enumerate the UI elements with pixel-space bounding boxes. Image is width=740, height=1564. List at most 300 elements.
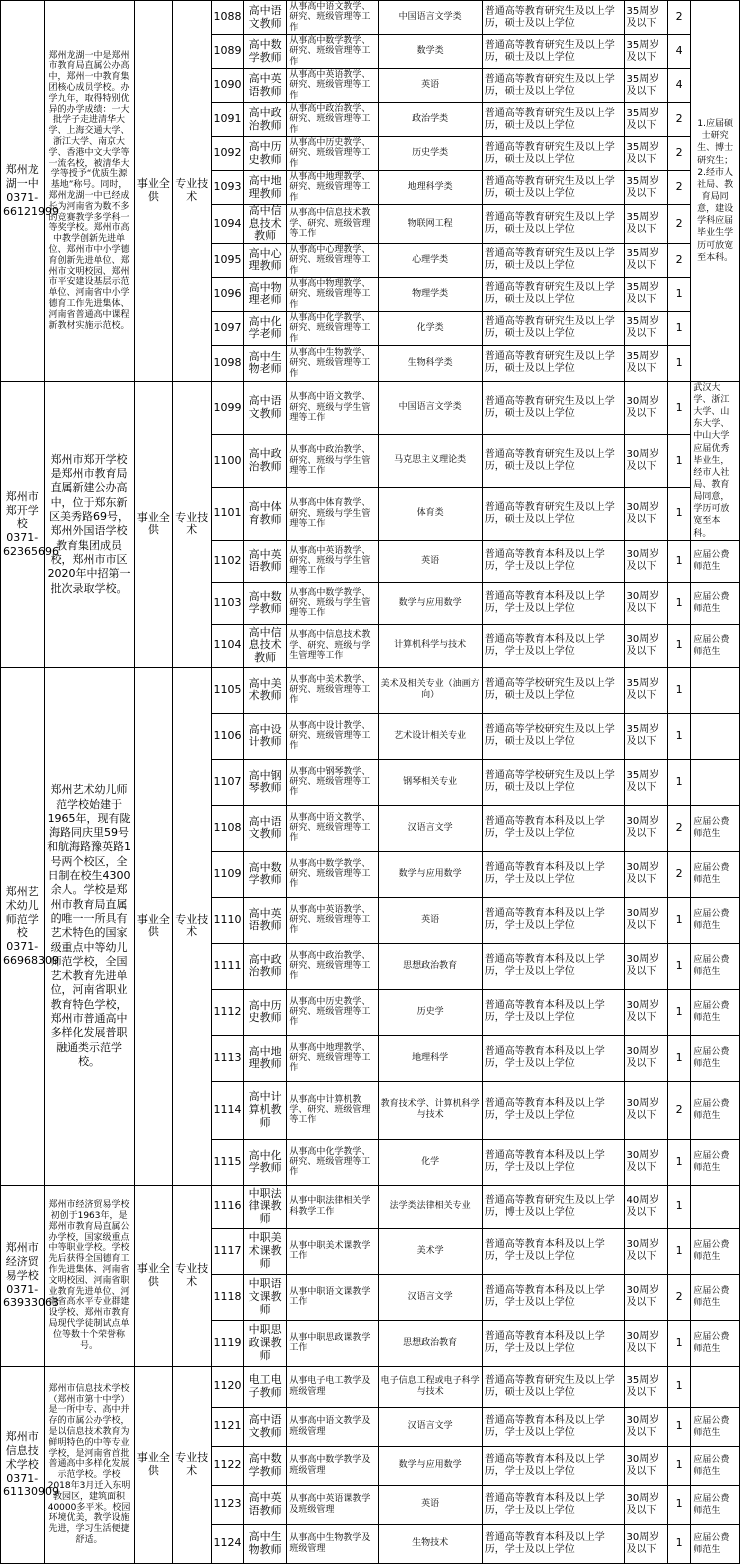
age-requirement: 30周岁及以下 bbox=[624, 1139, 668, 1185]
post-duty: 从事高中英语教学、研究、班级与学生管理等工作 bbox=[287, 540, 378, 582]
remark: 应届公费师范生 bbox=[691, 624, 740, 667]
post-code: 1101 bbox=[211, 487, 243, 540]
age-requirement: 30周岁及以下 bbox=[624, 1228, 668, 1274]
post-name: 高中语文教师 bbox=[243, 1, 287, 35]
post-name: 高中生物老师 bbox=[243, 345, 287, 381]
post-duty: 从事高中信息技术教学、研究、班级管理等工作 bbox=[287, 205, 378, 244]
post-duty: 从事高中生物教学、研究、班级管理等工作 bbox=[287, 345, 378, 381]
post-duty: 从事高中化学教学、研究、班级管理等工作 bbox=[287, 1139, 378, 1185]
remark: 应届公费师范生 bbox=[691, 1274, 740, 1320]
major-requirement: 历史学 bbox=[378, 989, 482, 1035]
post-code: 1096 bbox=[211, 277, 243, 311]
post-duty: 从事高中信息技术教学、研究、班级与学生管理等工作 bbox=[287, 624, 378, 667]
post-name: 电工电子教师 bbox=[243, 1366, 287, 1407]
post-duty: 从事高中语文教学、研究、班级管理等工作 bbox=[287, 805, 378, 851]
education-requirement: 普通高等教育本科及以上学历，学士及以上学位 bbox=[482, 624, 624, 667]
post-duty: 从事高中数学教学、研究、班级与学生管理等工作 bbox=[287, 582, 378, 624]
education-requirement: 普通高等教育本科及以上学历，学士及以上学位 bbox=[482, 805, 624, 851]
post-code: 1098 bbox=[211, 345, 243, 381]
remark bbox=[691, 1366, 740, 1407]
age-requirement: 30周岁及以下 bbox=[624, 1485, 668, 1524]
post-code: 1124 bbox=[211, 1524, 243, 1563]
hiring-count: 1 bbox=[668, 897, 691, 943]
post-code: 1091 bbox=[211, 103, 243, 137]
post-duty: 从事高中体育教学、研究、班级与学生管理等工作 bbox=[287, 487, 378, 540]
major-requirement: 体育类 bbox=[378, 487, 482, 540]
remark: 应届公费师范生 bbox=[691, 989, 740, 1035]
education-requirement: 普通高等学校研究生及以上学历，硕士及以上学位 bbox=[482, 759, 624, 805]
hiring-count: 2 bbox=[668, 1274, 691, 1320]
major-requirement: 马克思主义理论类 bbox=[378, 434, 482, 487]
post-duty: 从事高中设计教学、研究、班级管理等工作 bbox=[287, 713, 378, 759]
education-requirement: 普通高等教育研究生及以上学历，硕士及以上学位 bbox=[482, 1366, 624, 1407]
age-requirement: 30周岁及以下 bbox=[624, 943, 668, 989]
unit-name: 郑州市郑开学校0371-62365696 bbox=[1, 381, 45, 667]
hiring-count: 1 bbox=[668, 1320, 691, 1366]
hiring-count: 2 bbox=[668, 1081, 691, 1139]
unit-name: 郑州市经济贸易学校0371-63933063 bbox=[1, 1185, 45, 1366]
post-duty: 从事高中政治教学、研究、班级管理等工作 bbox=[287, 943, 378, 989]
unit-description: 郑州市信息技术学校（郑州市第十中学）是一所中专、高中并存的市属公办学校，是以信息技术教育为鲜明特色的中等专业学校，是河南省首批普通高中多样化发展示范学校。学校2018年3月迁入东明教园区，建筑面积40000多平米。校园环境优美，教学设施先进，学习生活便捷舒适。 bbox=[44, 1366, 134, 1563]
age-requirement: 35周岁及以下 bbox=[624, 667, 668, 713]
hiring-count: 1 bbox=[668, 1185, 691, 1228]
unit-nature: 事业全供 bbox=[134, 667, 172, 1185]
post-code: 1121 bbox=[211, 1407, 243, 1446]
post-code: 1093 bbox=[211, 171, 243, 205]
major-requirement: 历史学类 bbox=[378, 137, 482, 171]
age-requirement: 30周岁及以下 bbox=[624, 805, 668, 851]
unit-nature: 事业全供 bbox=[134, 1366, 172, 1563]
education-requirement: 普通高等教育本科及以上学历，学士及以上学位 bbox=[482, 540, 624, 582]
hiring-count: 2 bbox=[668, 243, 691, 277]
hiring-count: 2 bbox=[668, 103, 691, 137]
post-code: 1107 bbox=[211, 759, 243, 805]
post-name: 中职美术课教师 bbox=[243, 1228, 287, 1274]
post-duty: 从事中职美术课教学工作 bbox=[287, 1228, 378, 1274]
hiring-count: 1 bbox=[668, 713, 691, 759]
major-requirement: 数学类 bbox=[378, 35, 482, 69]
education-requirement: 普通高等教育本科及以上学历，学士及以上学位 bbox=[482, 1407, 624, 1446]
remark: 应届公费师范生 bbox=[691, 805, 740, 851]
remark: 应届公费师范生 bbox=[691, 1485, 740, 1524]
age-requirement: 30周岁及以下 bbox=[624, 624, 668, 667]
post-duty: 从事高中化学教学、研究、班级管理等工作 bbox=[287, 311, 378, 345]
post-code: 1103 bbox=[211, 582, 243, 624]
post-name: 高中体育教师 bbox=[243, 487, 287, 540]
education-requirement: 普通高等教育研究生及以上学历，硕士及以上学位 bbox=[482, 434, 624, 487]
remark: 应届公费师范生 bbox=[691, 897, 740, 943]
remark: 应届公费师范生 bbox=[691, 943, 740, 989]
major-requirement: 计算机科学与技术 bbox=[378, 624, 482, 667]
post-duty: 从事高中数学教学、研究、班级管理等工作 bbox=[287, 35, 378, 69]
age-requirement: 35周岁及以下 bbox=[624, 345, 668, 381]
hiring-count: 1 bbox=[668, 381, 691, 434]
hiring-count: 1 bbox=[668, 311, 691, 345]
hiring-count: 1 bbox=[668, 582, 691, 624]
education-requirement: 普通高等教育本科及以上学历，学士及以上学位 bbox=[482, 582, 624, 624]
post-duty: 从事高中英语课教学及班级管理 bbox=[287, 1485, 378, 1524]
post-name: 高中信息技术教师 bbox=[243, 205, 287, 244]
major-requirement: 美术及相关专业（油画方向） bbox=[378, 667, 482, 713]
table-row bbox=[1, 667, 740, 713]
hiring-count: 2 bbox=[668, 1, 691, 35]
post-name: 高中语文教师 bbox=[243, 1407, 287, 1446]
unit-nature: 事业全供 bbox=[134, 1185, 172, 1366]
age-requirement: 35周岁及以下 bbox=[624, 35, 668, 69]
post-code: 1100 bbox=[211, 434, 243, 487]
education-requirement: 普通高等教育本科及以上学历，学士及以上学位 bbox=[482, 1035, 624, 1081]
major-requirement: 法学类法律相关专业 bbox=[378, 1185, 482, 1228]
education-requirement: 普通高等教育本科及以上学历，学士及以上学位 bbox=[482, 897, 624, 943]
post-code: 1090 bbox=[211, 69, 243, 103]
education-requirement: 普通高等教育本科及以上学历，学士及以上学位 bbox=[482, 851, 624, 897]
post-name: 高中心理教师 bbox=[243, 243, 287, 277]
post-code: 1117 bbox=[211, 1228, 243, 1274]
education-requirement: 普通高等教育研究生及以上学历，硕士及以上学位 bbox=[482, 205, 624, 244]
hiring-count: 1 bbox=[668, 487, 691, 540]
hiring-count: 1 bbox=[668, 1139, 691, 1185]
post-name: 高中计算机教师 bbox=[243, 1081, 287, 1139]
post-duty: 从事高中政治教学、研究、班级管理等工作 bbox=[287, 103, 378, 137]
unit-nature: 事业全供 bbox=[134, 381, 172, 667]
post-name: 高中英语教师 bbox=[243, 540, 287, 582]
major-requirement: 教育技术学、计算机科学与技术 bbox=[378, 1081, 482, 1139]
age-requirement: 30周岁及以下 bbox=[624, 487, 668, 540]
post-code: 1089 bbox=[211, 35, 243, 69]
post-duty: 从事中职语文课教学工作 bbox=[287, 1274, 378, 1320]
remark: 1.应届硕士研究生、博士研究生；2.经市人社局、教育局同意，建设学科应届毕业生学历可放宽至本科。 bbox=[691, 1, 740, 382]
unit-name: 郑州龙湖一中0371-66121999 bbox=[1, 1, 45, 382]
major-requirement: 数学与应用数学 bbox=[378, 851, 482, 897]
major-requirement: 思想政治教育 bbox=[378, 1320, 482, 1366]
hiring-count: 1 bbox=[668, 540, 691, 582]
education-requirement: 普通高等教育研究生及以上学历，硕士及以上学位 bbox=[482, 311, 624, 345]
major-requirement: 化学 bbox=[378, 1139, 482, 1185]
education-requirement: 普通高等教育研究生及以上学历，硕士及以上学位 bbox=[482, 171, 624, 205]
post-duty: 从事高中数学教学及班级管理 bbox=[287, 1446, 378, 1485]
table-row bbox=[1, 1185, 740, 1228]
unit-name: 郑州艺术幼儿师范学校0371-66968309 bbox=[1, 667, 45, 1185]
age-requirement: 30周岁及以下 bbox=[624, 1035, 668, 1081]
remark: 应届公费师范生 bbox=[691, 1446, 740, 1485]
major-requirement: 钢琴相关专业 bbox=[378, 759, 482, 805]
post-category: 专业技术 bbox=[173, 381, 211, 667]
hiring-count: 1 bbox=[668, 989, 691, 1035]
post-category: 专业技术 bbox=[173, 1366, 211, 1563]
post-name: 高中物理老师 bbox=[243, 277, 287, 311]
major-requirement: 美术学 bbox=[378, 1228, 482, 1274]
major-requirement: 汉语言文学 bbox=[378, 1274, 482, 1320]
post-code: 1116 bbox=[211, 1185, 243, 1228]
education-requirement: 普通高等教育研究生及以上学历，硕士及以上学位 bbox=[482, 487, 624, 540]
post-name: 高中地理教师 bbox=[243, 1035, 287, 1081]
education-requirement: 普通高等学校研究生及以上学历，硕士及以上学位 bbox=[482, 713, 624, 759]
remark: 应届公费师范生 bbox=[691, 1228, 740, 1274]
major-requirement: 汉语言文学 bbox=[378, 1407, 482, 1446]
hiring-count: 1 bbox=[668, 759, 691, 805]
age-requirement: 30周岁及以下 bbox=[624, 897, 668, 943]
unit-description: 郑州市郑开学校是郑州市教育局直属新建公办高中，位于郑东新区美秀路69号，郑州外国语学校教育集团成员校，郑州市市区2020年中招第一批次录取学校。 bbox=[44, 381, 134, 667]
post-code: 1118 bbox=[211, 1274, 243, 1320]
education-requirement: 普通高等教育研究生及以上学历，硕士及以上学位 bbox=[482, 137, 624, 171]
hiring-count: 1 bbox=[668, 1524, 691, 1563]
education-requirement: 普通高等教育研究生及以上学历，硕士及以上学位 bbox=[482, 277, 624, 311]
table-row bbox=[1, 381, 740, 434]
major-requirement: 生物科学类 bbox=[378, 345, 482, 381]
age-requirement: 30周岁及以下 bbox=[624, 1446, 668, 1485]
education-requirement: 普通高等教育本科及以上学历，学士及以上学位 bbox=[482, 1320, 624, 1366]
education-requirement: 普通高等教育本科及以上学历，学士及以上学位 bbox=[482, 1228, 624, 1274]
unit-nature: 事业全供 bbox=[134, 1, 172, 382]
age-requirement: 35周岁及以下 bbox=[624, 759, 668, 805]
major-requirement: 英语 bbox=[378, 897, 482, 943]
major-requirement: 政治学类 bbox=[378, 103, 482, 137]
age-requirement: 30周岁及以下 bbox=[624, 989, 668, 1035]
education-requirement: 普通高等教育本科及以上学历，学士及以上学位 bbox=[482, 989, 624, 1035]
post-name: 高中英语教师 bbox=[243, 897, 287, 943]
remark: 应届公费师范生 bbox=[691, 1524, 740, 1563]
remark: 武汉大学、浙江大学、山东大学、中山大学应届优秀毕业生，经市人社局、教育局同意，学历可放宽至本科。 bbox=[691, 381, 740, 540]
post-code: 1122 bbox=[211, 1446, 243, 1485]
age-requirement: 30周岁及以下 bbox=[624, 434, 668, 487]
major-requirement: 物理学类 bbox=[378, 277, 482, 311]
education-requirement: 普通高等教育本科及以上学历，学士及以上学位 bbox=[482, 1446, 624, 1485]
post-code: 1099 bbox=[211, 381, 243, 434]
unit-description: 郑州龙湖一中是郑州市教育局直属公办高中，郑州一中教育集团核心成员学校。办学九年，取得特别优异的办学成绩：一大批学子走进清华大学、上海交通大学、浙江大学、南京大学、香港中文大学等一流名校，被清华大学等授予“优质生源基地”称号。同时，郑州龙湖一中已经成长为河南省为数不多的竞赛教学多学科一等奖学校。郑州市高中教学创新先进单位、郑州市中小学德育创新先进单位、郑州市文明校园、郑州市平安建设基层示范单位、河南省中小学德育工作先进集体、河南省普通高中课程新教材实施示范校。 bbox=[44, 1, 134, 382]
age-requirement: 30周岁及以下 bbox=[624, 851, 668, 897]
education-requirement: 普通高等教育研究生及以上学历，博士及以上学位 bbox=[482, 1185, 624, 1228]
age-requirement: 30周岁及以下 bbox=[624, 381, 668, 434]
post-name: 高中化学教师 bbox=[243, 1139, 287, 1185]
post-code: 1105 bbox=[211, 667, 243, 713]
education-requirement: 普通高等学校研究生及以上学历，硕士及以上学位 bbox=[482, 667, 624, 713]
hiring-count: 1 bbox=[668, 1407, 691, 1446]
post-name: 高中地理教师 bbox=[243, 171, 287, 205]
post-code: 1088 bbox=[211, 1, 243, 35]
education-requirement: 普通高等教育本科及以上学历，学士及以上学位 bbox=[482, 1485, 624, 1524]
post-duty: 从事高中政治教学、研究、班级与学生管理等工作 bbox=[287, 434, 378, 487]
education-requirement: 普通高等教育研究生及以上学历，硕士及以上学位 bbox=[482, 345, 624, 381]
age-requirement: 30周岁及以下 bbox=[624, 582, 668, 624]
post-code: 1110 bbox=[211, 897, 243, 943]
age-requirement: 35周岁及以下 bbox=[624, 277, 668, 311]
post-name: 高中化学老师 bbox=[243, 311, 287, 345]
post-name: 高中政治教师 bbox=[243, 434, 287, 487]
post-name: 高中政治教师 bbox=[243, 943, 287, 989]
post-duty: 从事高中地理教学、研究、班级管理等工作 bbox=[287, 171, 378, 205]
hiring-count: 1 bbox=[668, 434, 691, 487]
post-code: 1104 bbox=[211, 624, 243, 667]
remark: 应届公费师范生 bbox=[691, 1320, 740, 1366]
hiring-count: 1 bbox=[668, 345, 691, 381]
age-requirement: 35周岁及以下 bbox=[624, 171, 668, 205]
major-requirement: 中国语言文学类 bbox=[378, 1, 482, 35]
post-duty: 从事高中美术教学、研究、班级管理等工作 bbox=[287, 667, 378, 713]
unit-description: 郑州艺术幼儿师范学校始建于1965年，现有陇海路同庆里59号和航海路豫英路1号两个校区，全日制在校生4300余人。学校是郑州市教育局直属的唯一一所具有艺术特色的国家级重点中等幼儿师范学校，全国艺术教育先进单位，河南省职业教育特色学校，郑州市普通高中多样化发展普职融通类示范学校。 bbox=[44, 667, 134, 1185]
post-category: 专业技术 bbox=[173, 1, 211, 382]
post-duty: 从事高中历史教学、研究、班级管理等工作 bbox=[287, 989, 378, 1035]
post-duty: 从事高中地理教学、研究、班级管理等工作 bbox=[287, 1035, 378, 1081]
post-name: 高中历史教师 bbox=[243, 137, 287, 171]
post-name: 高中信息技术教师 bbox=[243, 624, 287, 667]
post-code: 1094 bbox=[211, 205, 243, 244]
hiring-count: 2 bbox=[668, 851, 691, 897]
post-code: 1095 bbox=[211, 243, 243, 277]
age-requirement: 30周岁及以下 bbox=[624, 1524, 668, 1563]
post-name: 高中英语教师 bbox=[243, 69, 287, 103]
remark bbox=[691, 1185, 740, 1228]
post-code: 1115 bbox=[211, 1139, 243, 1185]
post-code: 1106 bbox=[211, 713, 243, 759]
hiring-count: 1 bbox=[668, 1228, 691, 1274]
major-requirement: 生物技术 bbox=[378, 1524, 482, 1563]
education-requirement: 普通高等教育本科及以上学历，学士及以上学位 bbox=[482, 1524, 624, 1563]
hiring-count: 1 bbox=[668, 1366, 691, 1407]
post-code: 1112 bbox=[211, 989, 243, 1035]
age-requirement: 35周岁及以下 bbox=[624, 137, 668, 171]
education-requirement: 普通高等教育研究生及以上学历，硕士及以上学位 bbox=[482, 381, 624, 434]
post-duty: 从事高中数学教学、研究、班级管理等工作 bbox=[287, 851, 378, 897]
age-requirement: 40周岁及以下 bbox=[624, 1185, 668, 1228]
hiring-count: 2 bbox=[668, 205, 691, 244]
age-requirement: 35周岁及以下 bbox=[624, 69, 668, 103]
post-name: 中职思政课教师 bbox=[243, 1320, 287, 1366]
major-requirement: 英语 bbox=[378, 69, 482, 103]
remark bbox=[691, 759, 740, 805]
major-requirement: 数学与应用数学 bbox=[378, 1446, 482, 1485]
major-requirement: 化学类 bbox=[378, 311, 482, 345]
post-code: 1097 bbox=[211, 311, 243, 345]
post-name: 高中语文教师 bbox=[243, 805, 287, 851]
hiring-count: 4 bbox=[668, 69, 691, 103]
post-duty: 从事高中钢琴教学、研究、班级管理等工作 bbox=[287, 759, 378, 805]
post-code: 1092 bbox=[211, 137, 243, 171]
post-name: 高中生物教师 bbox=[243, 1524, 287, 1563]
major-requirement: 中国语言文学类 bbox=[378, 381, 482, 434]
post-code: 1123 bbox=[211, 1485, 243, 1524]
post-duty: 从事电子电工教学及班级管理 bbox=[287, 1366, 378, 1407]
age-requirement: 30周岁及以下 bbox=[624, 1274, 668, 1320]
remark: 应届公费师范生 bbox=[691, 1035, 740, 1081]
education-requirement: 普通高等教育研究生及以上学历，硕士及以上学位 bbox=[482, 69, 624, 103]
unit-description: 郑州市经济贸易学校初创于1963年，是郑州市教育局直属公办学校，国家级重点中等职业学校。学校先后获得全国德育工作先进集体、河南省文明校园、河南省职业教育先进单位、河南省高水平专业群建设学校、郑州市教育局现代学徒制试点单位等数十个荣誉称号。 bbox=[44, 1185, 134, 1366]
post-duty: 从事高中物理教学、研究、班级管理等工作 bbox=[287, 277, 378, 311]
post-duty: 从事中职法律相关学科教学工作 bbox=[287, 1185, 378, 1228]
remark: 应届公费师范生 bbox=[691, 582, 740, 624]
post-code: 1102 bbox=[211, 540, 243, 582]
age-requirement: 30周岁及以下 bbox=[624, 1081, 668, 1139]
major-requirement: 心理学类 bbox=[378, 243, 482, 277]
age-requirement: 35周岁及以下 bbox=[624, 205, 668, 244]
major-requirement: 汉语言文学 bbox=[378, 805, 482, 851]
major-requirement: 艺术设计相关专业 bbox=[378, 713, 482, 759]
unit-name: 郑州市信息技术学校0371-61130909 bbox=[1, 1366, 45, 1563]
post-name: 高中美术教师 bbox=[243, 667, 287, 713]
post-name: 高中数学教师 bbox=[243, 35, 287, 69]
major-requirement: 英语 bbox=[378, 1485, 482, 1524]
post-code: 1108 bbox=[211, 805, 243, 851]
major-requirement: 数学与应用数学 bbox=[378, 582, 482, 624]
post-category: 专业技术 bbox=[173, 667, 211, 1185]
post-duty: 从事高中语文教学、研究、班级管理等工作 bbox=[287, 1, 378, 35]
hiring-count: 1 bbox=[668, 667, 691, 713]
post-code: 1120 bbox=[211, 1366, 243, 1407]
education-requirement: 普通高等教育本科及以上学历，学士及以上学位 bbox=[482, 1139, 624, 1185]
hiring-count: 1 bbox=[668, 1035, 691, 1081]
post-name: 高中数学教师 bbox=[243, 582, 287, 624]
hiring-count: 1 bbox=[668, 1485, 691, 1524]
post-name: 中职语文课教师 bbox=[243, 1274, 287, 1320]
hiring-count: 1 bbox=[668, 1446, 691, 1485]
post-duty: 从事高中心理教学、研究、班级管理等工作 bbox=[287, 243, 378, 277]
post-duty: 从事高中语文教学、研究、班级与学生管理等工作 bbox=[287, 381, 378, 434]
hiring-count: 1 bbox=[668, 277, 691, 311]
table-row bbox=[1, 1, 740, 35]
post-duty: 从事高中生物教学及班级管理 bbox=[287, 1524, 378, 1563]
age-requirement: 35周岁及以下 bbox=[624, 243, 668, 277]
post-name: 高中英语教师 bbox=[243, 1485, 287, 1524]
education-requirement: 普通高等教育研究生及以上学历，硕士及以上学位 bbox=[482, 1, 624, 35]
hiring-count: 2 bbox=[668, 805, 691, 851]
major-requirement: 地理科学类 bbox=[378, 171, 482, 205]
age-requirement: 35周岁及以下 bbox=[624, 103, 668, 137]
remark bbox=[691, 713, 740, 759]
post-code: 1109 bbox=[211, 851, 243, 897]
post-duty: 从事高中英语教学、研究、班级管理等工作 bbox=[287, 69, 378, 103]
age-requirement: 35周岁及以下 bbox=[624, 713, 668, 759]
hiring-count: 2 bbox=[668, 171, 691, 205]
post-name: 高中钢琴教师 bbox=[243, 759, 287, 805]
hiring-count: 1 bbox=[668, 943, 691, 989]
education-requirement: 普通高等教育研究生及以上学历，硕士及以上学位 bbox=[482, 243, 624, 277]
major-requirement: 英语 bbox=[378, 540, 482, 582]
remark: 应届公费师范生 bbox=[691, 851, 740, 897]
age-requirement: 35周岁及以下 bbox=[624, 1366, 668, 1407]
hiring-count: 1 bbox=[668, 624, 691, 667]
table-row bbox=[1, 1366, 740, 1407]
post-duty: 从事高中英语教学、研究、班级管理等工作 bbox=[287, 897, 378, 943]
post-category: 专业技术 bbox=[173, 1185, 211, 1366]
post-duty: 从事中职思政课教学工作 bbox=[287, 1320, 378, 1366]
post-code: 1119 bbox=[211, 1320, 243, 1366]
post-name: 中职法律课教师 bbox=[243, 1185, 287, 1228]
remark: 应届公费师范生 bbox=[691, 1407, 740, 1446]
major-requirement: 物联网工程 bbox=[378, 205, 482, 244]
post-name: 高中政治教师 bbox=[243, 103, 287, 137]
post-name: 高中数学教师 bbox=[243, 1446, 287, 1485]
age-requirement: 30周岁及以下 bbox=[624, 1320, 668, 1366]
post-duty: 从事高中计算机教学、研究、班级管理等工作 bbox=[287, 1081, 378, 1139]
remark bbox=[691, 667, 740, 713]
major-requirement: 电子信息工程或电子科学与技术 bbox=[378, 1366, 482, 1407]
post-code: 1111 bbox=[211, 943, 243, 989]
remark: 应届公费师范生 bbox=[691, 540, 740, 582]
education-requirement: 普通高等教育本科及以上学历，学士及以上学位 bbox=[482, 943, 624, 989]
post-name: 高中数学教师 bbox=[243, 851, 287, 897]
post-name: 高中设计教师 bbox=[243, 713, 287, 759]
education-requirement: 普通高等教育研究生及以上学历，硕士及以上学位 bbox=[482, 35, 624, 69]
post-code: 1113 bbox=[211, 1035, 243, 1081]
post-code: 1114 bbox=[211, 1081, 243, 1139]
major-requirement: 思想政治教育 bbox=[378, 943, 482, 989]
age-requirement: 35周岁及以下 bbox=[624, 1, 668, 35]
education-requirement: 普通高等教育研究生及以上学历，硕士及以上学位 bbox=[482, 103, 624, 137]
age-requirement: 30周岁及以下 bbox=[624, 540, 668, 582]
post-name: 高中历史教师 bbox=[243, 989, 287, 1035]
age-requirement: 30周岁及以下 bbox=[624, 1407, 668, 1446]
post-duty: 从事高中历史教学、研究、班级管理等工作 bbox=[287, 137, 378, 171]
hiring-count: 4 bbox=[668, 35, 691, 69]
